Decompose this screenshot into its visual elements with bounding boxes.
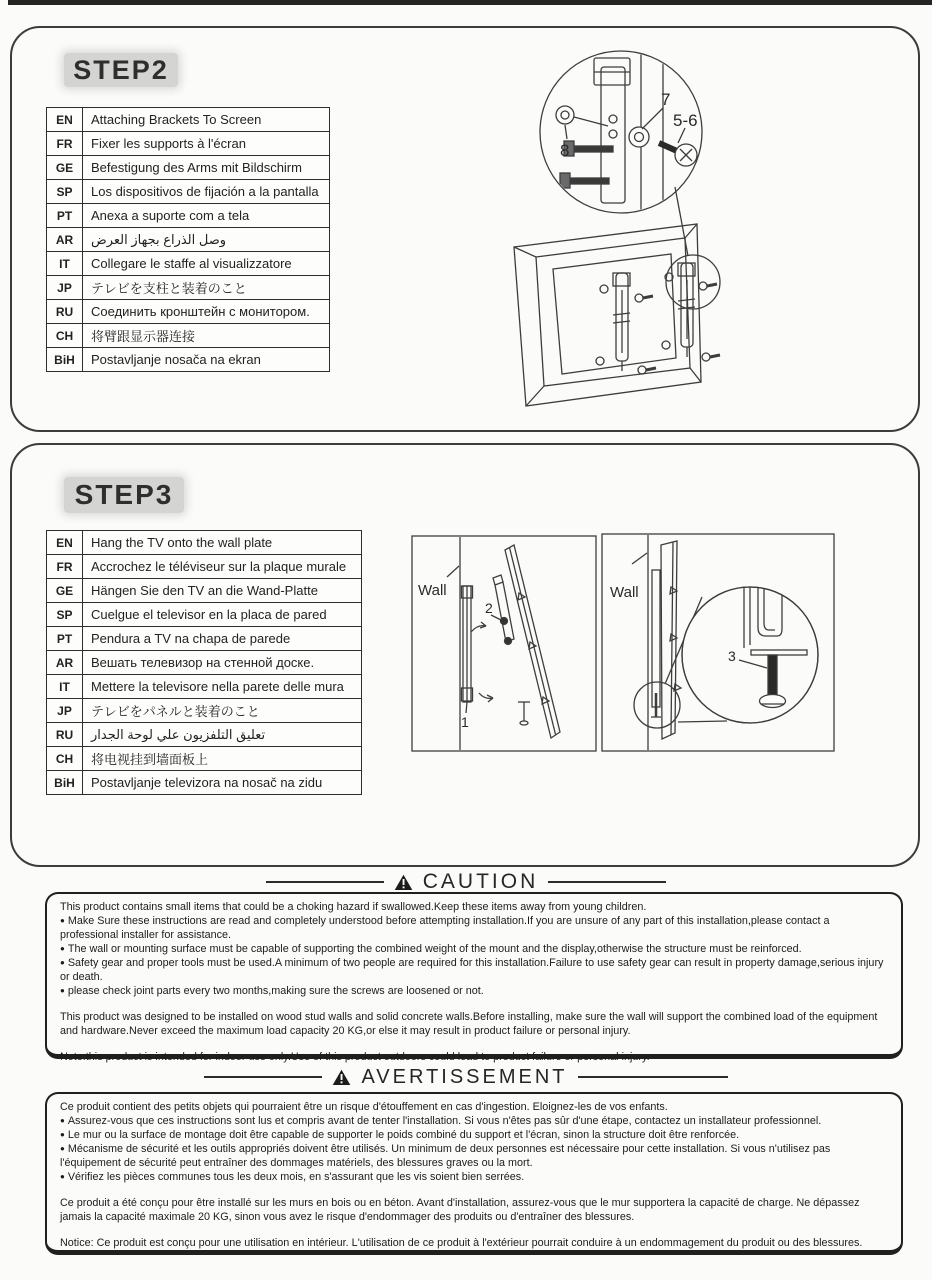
table-row: [47, 603, 362, 627]
avertissement-bullet: [60, 1114, 888, 1128]
step2-language-table: [46, 107, 330, 372]
part-label-3: 3: [728, 648, 736, 664]
table-row: [47, 132, 330, 156]
step2-diagram: [473, 27, 920, 427]
language-text: Postavljanje televizora na nosač na zidu: [83, 771, 362, 795]
bullet-icon: ●: [60, 916, 65, 925]
language-text: وصل الذراع بجهاز العرض: [83, 228, 330, 252]
bullet-text: Vérifiez les pièces communes tous les deux mois, en s'assurant que les vis soient bien serrées.: [67, 1171, 525, 1183]
language-code: PT: [47, 627, 83, 651]
language-code: IT: [47, 252, 83, 276]
table-row: [47, 108, 330, 132]
avertissement-bullet: [60, 1128, 888, 1142]
wall-label: Wall: [418, 582, 447, 599]
bullet-icon: ●: [60, 1116, 65, 1125]
bullet-text: Le mur ou la surface de montage doit être capable de supporter le poids combiné du support et l'écran, sinon la structure doit être renforcée.: [67, 1129, 740, 1141]
warning-triangle-icon: [394, 874, 413, 891]
table-row: [47, 651, 362, 675]
language-text: Pendura a TV na chapa de parede: [83, 627, 362, 651]
caution-title: CAUTION: [422, 870, 539, 893]
divider: [548, 881, 666, 884]
table-row: [47, 771, 362, 795]
language-text: Mettere la televisore nella parete delle mura: [83, 675, 362, 699]
step3-title: STEP3: [64, 477, 184, 513]
language-text: Anexa a suporte com a tela: [83, 204, 330, 228]
step3-right-diagram: [601, 533, 835, 752]
divider: [266, 881, 384, 884]
avertissement-box: [45, 1092, 903, 1255]
language-text: Hängen Sie den TV an die Wand-Platte: [83, 579, 362, 603]
caution-intro: This product contains small items that could be a choking hazard if swallowed.Keep these items away from young children.: [60, 901, 647, 913]
table-row: [47, 699, 362, 723]
language-text: Postavljanje nosača na ekran: [83, 348, 330, 372]
language-code: RU: [47, 300, 83, 324]
language-code: SP: [47, 180, 83, 204]
language-code: EN: [47, 531, 83, 555]
bullet-icon: ●: [60, 1144, 65, 1153]
bullet-text: The wall or mounting surface must be capable of supporting the combined weight of the mount and the display,otherwise the structure must be reinforced.: [67, 943, 802, 955]
table-row: [47, 204, 330, 228]
warning-triangle-icon: [332, 1069, 351, 1086]
part-label-1: 1: [461, 714, 469, 730]
language-text: テレビを支柱と装着のこと: [83, 276, 330, 300]
bullet-icon: ●: [60, 986, 65, 995]
part-label-5-6: 5-6: [673, 111, 698, 130]
table-row: [47, 348, 330, 372]
step3-left-diagram: [411, 535, 597, 752]
bullet-icon: ●: [60, 958, 65, 967]
part-label-7: 7: [661, 90, 671, 109]
table-row: [47, 627, 362, 651]
language-code: EN: [47, 108, 83, 132]
avertissement-title: AVERTISSEMENT: [361, 1065, 568, 1088]
table-row: [47, 156, 330, 180]
bullet-text: Assurez-vous que ces instructions sont lus et compris avant de tenter l'installation. Si vous n'êtes pas sûr d'une étape, contactez un installateur professionnel.: [67, 1115, 822, 1127]
language-code: GE: [47, 579, 83, 603]
language-code: SP: [47, 603, 83, 627]
caution-bullet: [60, 914, 888, 942]
language-code: JP: [47, 276, 83, 300]
table-row: [47, 276, 330, 300]
bullet-icon: ●: [60, 1172, 65, 1181]
caution-bullet: [60, 984, 888, 998]
table-row: [47, 300, 330, 324]
caution-bullet: [60, 942, 888, 956]
language-code: IT: [47, 675, 83, 699]
table-row: [47, 555, 362, 579]
step3-language-table: [46, 530, 362, 795]
language-text: تعليق التلفزيون علي لوحة الجدار: [83, 723, 362, 747]
avertissement-wall-paragraph: Ce produit a été conçu pour être installé sur les murs en bois ou en béton. Avant d'installation, assurez-vous que le mur supportera la capacité de charge. Ne dépassez jamais la capacité maximale 20 KG, sinon vous avez le risque d'endommager des produits ou d'entraîner des blessures.: [60, 1197, 860, 1223]
language-text: Fixer les supports à l'écran: [83, 132, 330, 156]
bullet-text: Make Sure these instructions are read and completely understood before attempting installation.If you are unsure of any part of this installation,please contact a professional installer for assistance.: [60, 915, 830, 941]
language-code: RU: [47, 723, 83, 747]
part-label-2: 2: [485, 600, 493, 616]
language-code: BiH: [47, 771, 83, 795]
step2-title: STEP2: [64, 53, 178, 87]
table-row: [47, 723, 362, 747]
language-text: Accrochez le téléviseur sur la plaque murale: [83, 555, 362, 579]
caution-box: [45, 892, 903, 1063]
language-code: GE: [47, 156, 83, 180]
table-row: [47, 228, 330, 252]
language-text: テレビをパネルと装着のこと: [83, 699, 362, 723]
table-row: [47, 579, 362, 603]
language-code: CH: [47, 324, 83, 348]
part-label-8: 8: [560, 141, 570, 160]
language-text: Вешать телевизор на стенной доске.: [83, 651, 362, 675]
table-row: [47, 747, 362, 771]
divider: [578, 1076, 728, 1079]
language-code: AR: [47, 651, 83, 675]
divider: [204, 1076, 322, 1079]
scan-edge-top: [8, 0, 932, 5]
table-row: [47, 324, 330, 348]
language-code: CH: [47, 747, 83, 771]
language-text: Befestigung des Arms mit Bildschirm: [83, 156, 330, 180]
language-code: FR: [47, 132, 83, 156]
caution-wall-paragraph: This product was designed to be installed on wood stud walls and solid concrete walls.Before installing, make sure the wall will support the combined load of the equipment and hardware.Never exceed the maximum load capacity 20 KG,or else it may result in product failure or personal injury.: [60, 1011, 878, 1037]
bullet-text: Mécanisme de sécurité et les outils appropriés doivent être utilisés. Un minimum de deux personnes est nécessaire pour cette installation. Si vous n'utilisez pas l'équipement de sécurité peut entraîner des dommages matériels, des blessures graves ou la mort.: [60, 1143, 831, 1169]
avertissement-header: [0, 1064, 932, 1090]
language-code: AR: [47, 228, 83, 252]
language-text: Cuelgue el televisor en la placa de pared: [83, 603, 362, 627]
bullet-icon: ●: [60, 1130, 65, 1139]
avertissement-intro: Ce produit contient des petits objets qui pourraient être un risque d'étouffement en cas d'ingestion. Eloignez-les de vos enfants.: [60, 1101, 668, 1113]
language-text: Collegare le staffe al visualizzatore: [83, 252, 330, 276]
language-code: JP: [47, 699, 83, 723]
table-row: [47, 531, 362, 555]
language-text: Attaching Brackets To Screen: [83, 108, 330, 132]
avertissement-bullet: [60, 1170, 888, 1184]
caution-bullet: [60, 956, 888, 984]
table-row: [47, 180, 330, 204]
language-text: Соединить кронштейн с монитором.: [83, 300, 330, 324]
avertissement-note: Notice: Ce produit est conçu pour une utilisation en intérieur. L'utilisation de ce produit à l'extérieur pourrait conduire à un endommagement du produit ou des blessures.: [60, 1237, 863, 1249]
language-text: Los dispositivos de fijación a la pantalla: [83, 180, 330, 204]
bullet-text: Safety gear and proper tools must be used.A minimum of two people are required for this installation.Failure to use safety gear can result in property damage,serious injury or death.: [60, 957, 884, 983]
wall-label: Wall: [610, 584, 639, 601]
language-text: Hang the TV onto the wall plate: [83, 531, 362, 555]
language-text: 将臂跟显示器连接: [83, 324, 330, 348]
caution-note: Note:this product is intended for indoor use only.Use of this product outdoors could lead to product failure or personal injury.: [60, 1051, 650, 1063]
language-code: PT: [47, 204, 83, 228]
language-code: FR: [47, 555, 83, 579]
table-row: [47, 675, 362, 699]
bullet-text: please check joint parts every two months,making sure the screws are loosened or not.: [67, 985, 484, 997]
bullet-icon: ●: [60, 944, 65, 953]
language-code: BiH: [47, 348, 83, 372]
language-text: 将电视挂到墙面板上: [83, 747, 362, 771]
table-row: [47, 252, 330, 276]
avertissement-bullet: [60, 1142, 888, 1170]
